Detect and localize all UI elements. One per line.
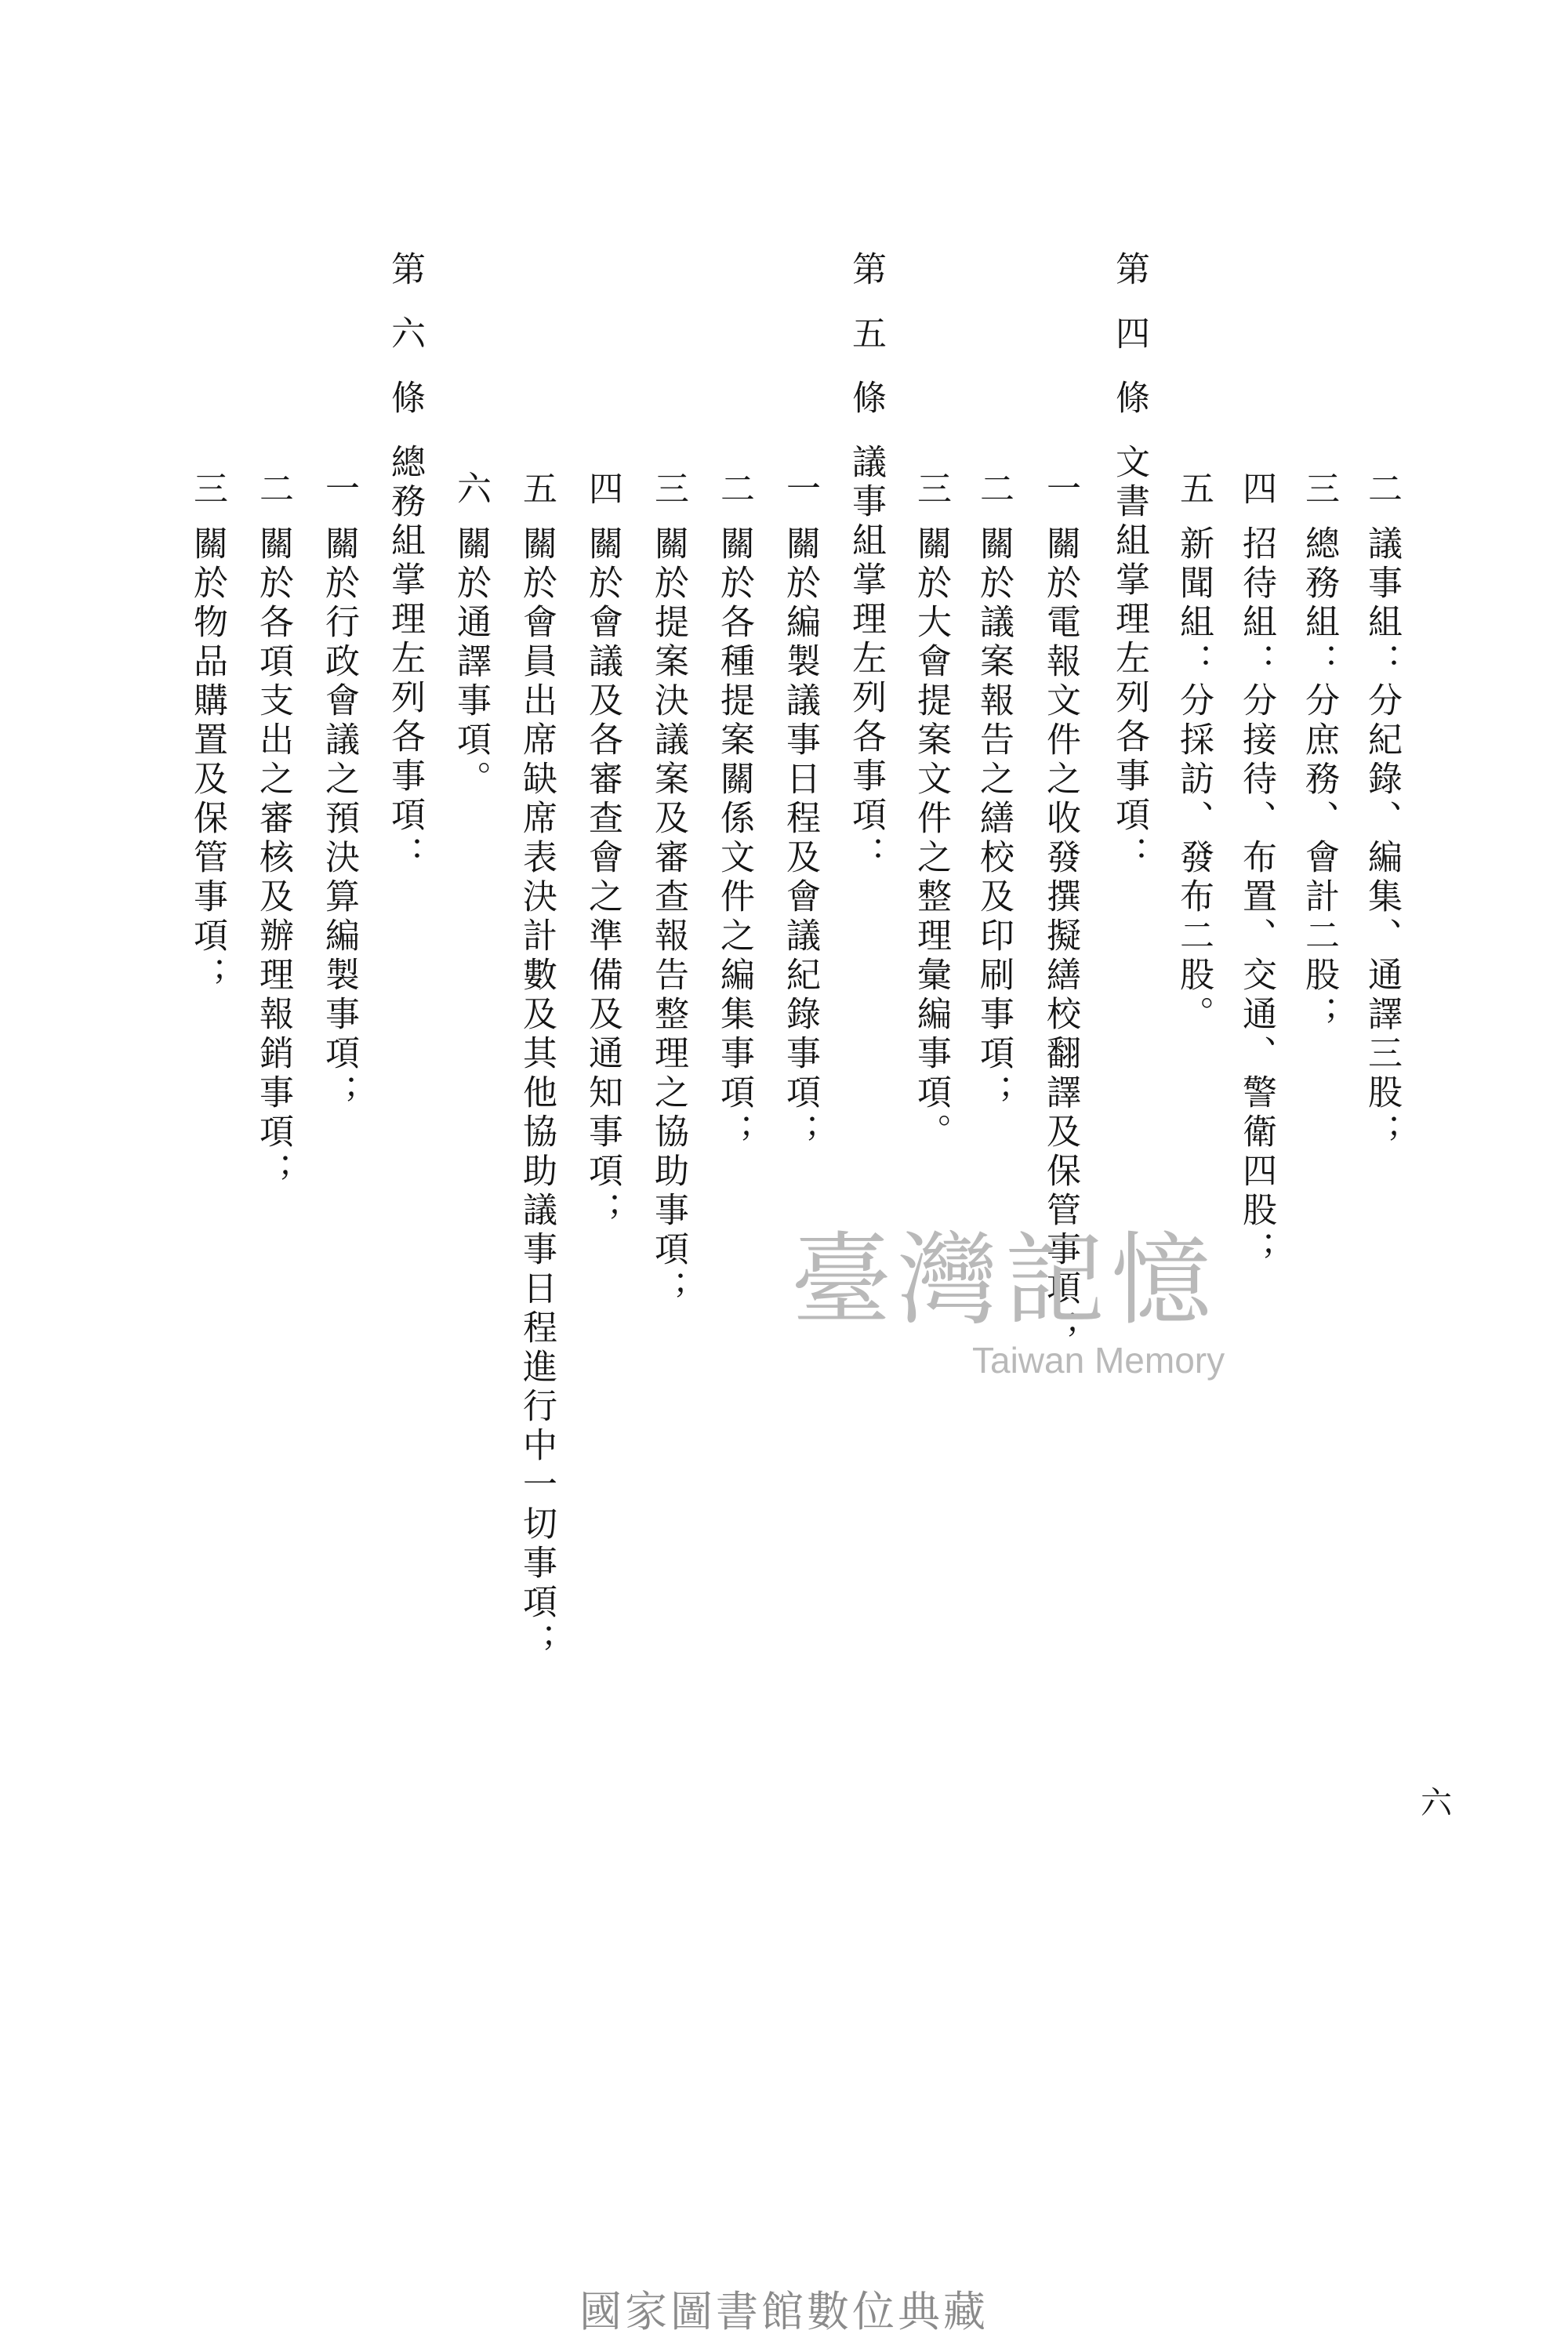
item-number: 一: [1040, 470, 1080, 510]
item-text: 關於行政會議之預決算編製事項；: [319, 525, 359, 1113]
item-text: 新聞組：分採訪、發布二股。: [1174, 525, 1214, 1035]
article-6-item-3: [187, 470, 227, 996]
article-5-item-5: [517, 470, 557, 1662]
item-number: 三: [648, 470, 688, 510]
article-label: 第四條: [1109, 251, 1149, 444]
column-item-4-reception: [1236, 470, 1276, 1270]
article-5-item-1: [780, 470, 820, 1152]
item-text: 總務組：分庶務、會計二股；: [1299, 525, 1339, 1035]
article-4-item-3: [911, 470, 951, 1152]
article-text: 總務組掌理左列各事項：: [385, 444, 425, 875]
item-text: 關於各種提案關係文件之編集事項；: [714, 525, 754, 1152]
item-text: 關於議案報告之繕校及印刷事項；: [974, 525, 1014, 1113]
article-6-item-1: [319, 470, 359, 1113]
article-5-item-2: [714, 470, 754, 1152]
page-number: 六: [1421, 1785, 1452, 1821]
item-number: 二: [1362, 470, 1402, 510]
item-number: 四: [583, 470, 622, 510]
article-4-item-1: [1040, 470, 1080, 1348]
column-item-2-secretariat: [1362, 470, 1402, 1152]
item-number: 一: [780, 470, 820, 510]
column-item-5-press: [1174, 470, 1214, 1035]
item-number: 二: [253, 470, 293, 510]
item-number: 一: [319, 470, 359, 510]
item-number: 六: [451, 470, 491, 510]
item-text: 關於物品購置及保管事項；: [187, 525, 227, 996]
article-6-item-2: [253, 470, 293, 1192]
item-text: 關於提案決議案及審查報告整理之協助事項；: [648, 525, 688, 1309]
item-text: 關於大會提案文件之整理彙編事項。: [911, 525, 951, 1152]
item-number: 三: [911, 470, 951, 510]
column-item-3-general-affairs: [1299, 470, 1339, 1035]
article-label: 第五條: [846, 251, 886, 444]
item-text: 關於會議及各審查會之準備及通知事項；: [583, 525, 622, 1231]
article-5: [846, 251, 886, 875]
item-number: 二: [974, 470, 1014, 510]
article-4: [1109, 251, 1149, 875]
article-4-item-2: [974, 470, 1014, 1113]
item-number: 四: [1236, 470, 1276, 510]
library-footer: 國家圖書館數位典藏: [579, 2287, 989, 2336]
item-number: 三: [1299, 470, 1339, 510]
watermark-title: 臺灣記憶: [791, 1222, 1218, 1339]
item-text: 關於電報文件之收發撰擬繕校翻譯及保管事項；: [1040, 525, 1080, 1348]
item-text: 關於編製議事日程及會議紀錄事項；: [780, 525, 820, 1152]
article-6: [385, 251, 425, 875]
item-text: 關於各項支出之審核及辦理報銷事項；: [253, 525, 293, 1192]
article-label: 第六條: [385, 251, 425, 444]
item-number: 五: [517, 470, 557, 510]
item-text: 關於會員出席缺席表決計數及其他協助議事日程進行中一切事項；: [517, 525, 557, 1662]
item-text: 議事組：分紀錄、編集、通譯三股；: [1362, 525, 1402, 1152]
item-text: 關於通譯事項。: [451, 525, 491, 800]
item-text: 招待組：分接待、布置、交通、警衛四股；: [1236, 525, 1276, 1270]
article-5-item-3: [648, 470, 688, 1309]
item-number: 二: [714, 470, 754, 510]
article-text: 文書組掌理左列各事項：: [1109, 444, 1149, 875]
article-5-item-4: [583, 470, 622, 1231]
article-text: 議事組掌理左列各事項：: [846, 444, 886, 875]
item-number: 五: [1174, 470, 1214, 510]
taiwan-memory-watermark: [784, 1200, 1225, 1381]
watermark-subtitle: Taiwan Memory: [972, 1340, 1225, 1381]
item-number: 三: [187, 470, 227, 510]
article-5-item-6: [451, 470, 491, 800]
